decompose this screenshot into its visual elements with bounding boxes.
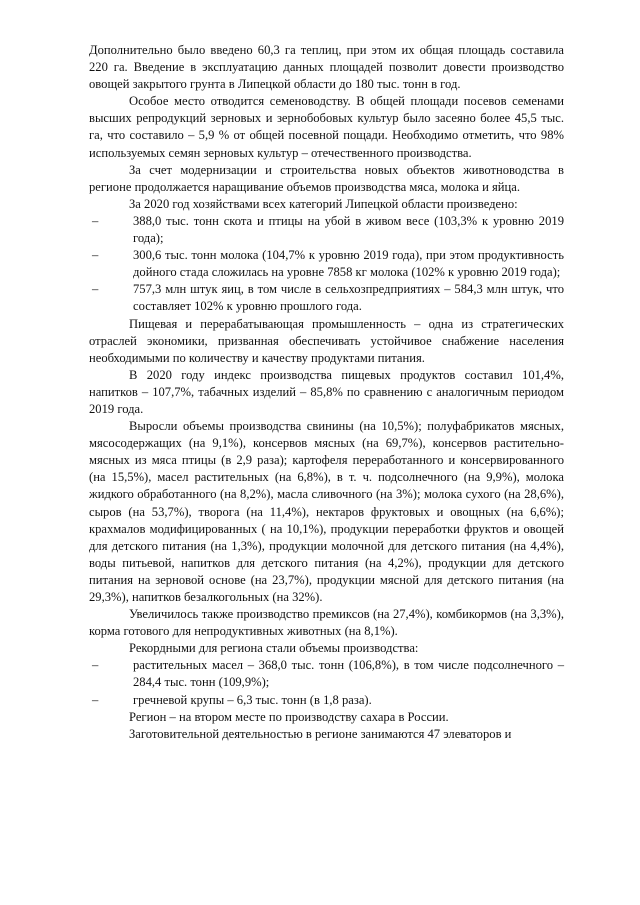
list-item [89,247,564,281]
dash-marker: – [92,248,99,263]
list-item-text: 757,3 млн штук яиц, в том числе в сельхозпредприятиях – 584,3 млн штук, что составляет 102% к уровню прошлого года. [133,282,564,314]
paragraph-records-intro: Рекордными для региона стали объемы производства: [129,641,419,656]
dash-marker: – [92,692,99,707]
paragraph-production-growth: Выросли объемы производства свинины (на 10,5%); полуфабрикатов мясных, мясосодержащих (на 9,1%), консервов мясных (на 69,7%), консервов растительно-мясных из мяса птицы (в 2,9 раза); картофеля переработанного и консервированного (на 15,5%), масел растительных (на 6,8%), в т. ч. подсолнечного (на 9,9%), молока жидкого обработанного (на 8,2%), масла сливочного (на 3%); молока сухого (на 28,6%), сыров (на 53,7%), творога (на 11,4%), нектаров фруктовых и овощных (на 6,6%); крахмалов модифицированных ( на 10,1%), продукции переработки фруктов и овощей для детского питания (на 1,3%), продукции молочной для детского питания (на 4,4%), воды питьевой, напитков для детского питания (на 4,2%), продукции для детского питания на зерновой основе (на 23,7%), продукции мясной для детского питания (на 29,3%), напитков безалкогольных (на 32%). [89,419,564,604]
dash-marker: – [92,658,99,673]
paragraph-sugar: Регион – на втором месте по производству сахара в России. [129,709,449,724]
list-item [89,657,564,691]
list-item [89,281,564,315]
list-item-text: гречневой крупы – 6,3 тыс. тонн (в 1,8 раза). [133,692,372,707]
paragraph-produced-2020: За 2020 год хозяйствами всех категорий Липецкой области произведено: [129,196,518,211]
livestock-list [89,213,564,316]
list-item-text: 388,0 тыс. тонн скота и птицы на убой в живом весе (103,3% к уровню 2019 года); [133,213,564,246]
paragraph-elevators: Заготовительной деятельностью в регионе занимаются 47 элеваторов и [129,726,512,741]
list-item [89,692,564,709]
paragraph-premixes: Увеличилось также производство премиксов (на 27,4%), комбикормов (на 3,3%), корма готового для непродуктивных животных (на 8,1%). [89,607,564,639]
paragraph-production-index: В 2020 году индекс производства пищевых продуктов составил 101,4%, напитков – 107,7%, табачных изделий – 85,8% по сравнению с аналогичным периодом 2019 года. [89,367,564,416]
list-item-text: растительных масел – 368,0 тыс. тонн (106,8%), в том числе подсолнечного – 284,4 тыс. тонн (109,9%); [133,658,564,690]
paragraph-food-industry: Пищевая и перерабатывающая промышленность – одна из стратегических отраслей экономики, призванная обеспечивать устойчивое снабжение населения необходимыми по количеству и качеству продуктами питания. [89,316,564,365]
paragraph-livestock-growth: За счет модернизации и строительства новых объектов животноводства в регионе продолжается наращивание объемов производства мяса, молока и яйца. [89,162,564,194]
dash-marker: – [92,282,99,297]
paragraph-seed-production: Особое место отводится семеноводству. В общей площади посевов семенами высших репродукций зерновых и зернобобовых культур было засеяно более 45,5 тыс. га, что составило – 5,9 % от общей посевной пощади. Необходимо отметить, что 98% используемых семян зерновых культур – отечественного производства. [89,94,564,160]
records-list [89,657,564,708]
list-item [89,213,564,247]
list-item-text: 300,6 тыс. тонн молока (104,7% к уровню 2019 года), при этом продуктивность дойного стада сложилась на уровне 7858 кг молока (102% к уровню 2019 года); [133,248,564,280]
dash-marker: – [92,213,99,228]
paragraph-greenhouses: Дополнительно было введено 60,3 га теплиц, при этом их общая площадь составила 220 га. Введение в эксплуатацию данных площадей позволит довести производство овощей закрытого грунта в Липецкой области до 180 тыс. тонн в год. [89,43,564,92]
